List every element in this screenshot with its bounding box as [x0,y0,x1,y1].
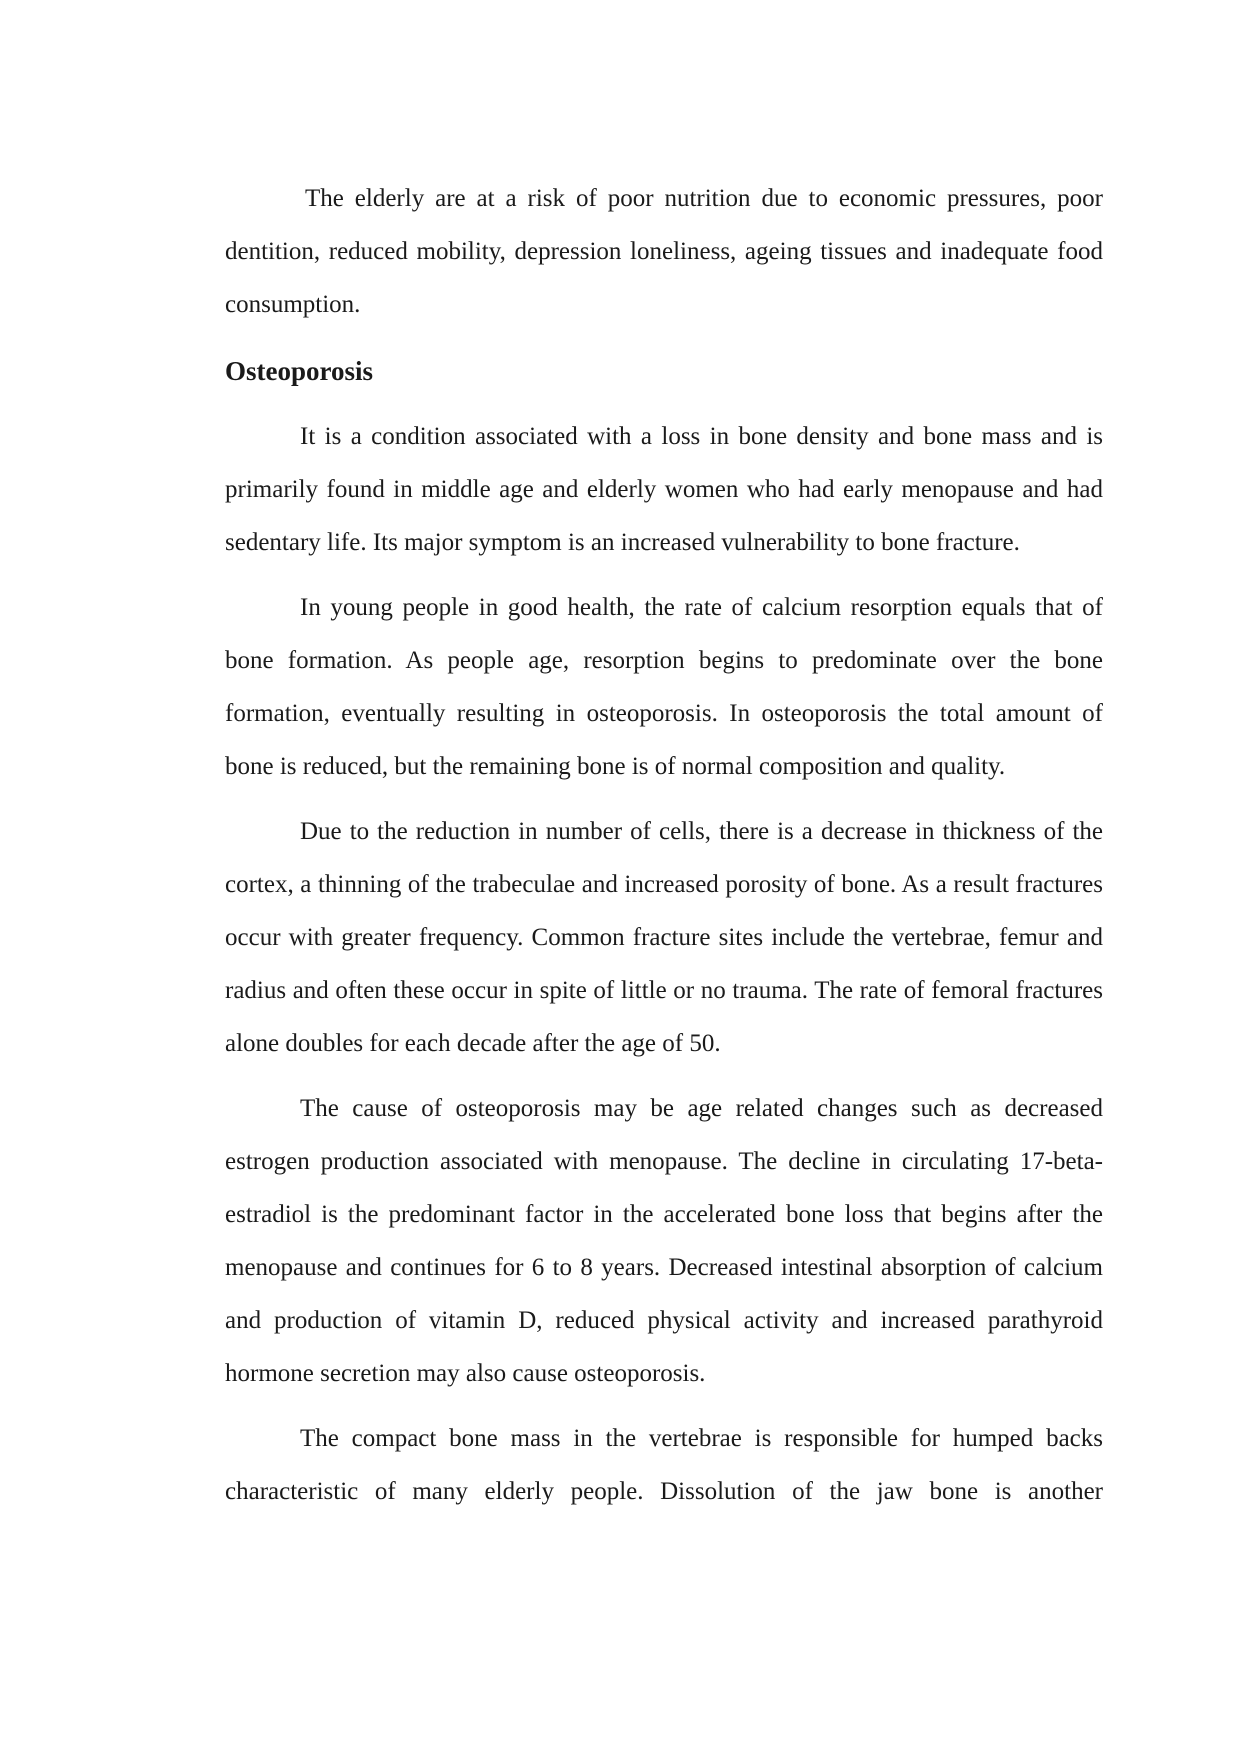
paragraph-5: The compact bone mass in the vertebrae is responsible for humped backs characteristic of many elderly people. Dissolution of the jaw bone is another [225,1425,1103,1505]
page-body [225,172,1103,1530]
intro-paragraph: The elderly are at a risk of poor nutrition due to economic pressures, poor dentition, reduced mobility, depression loneliness, ageing tissues and inadequate food consumption. [225,185,1103,318]
paragraph-4: The cause of osteoporosis may be age related changes such as decreased estrogen production associated with menopause. The decline in circulating 17-beta-estradiol is the predominant factor in the accelerated bone loss that begins after the menopause and continues for 6 to 8 years. Decreased intestinal absorption of calcium and production of vitamin D, reduced physical activity and increased parathyroid hormone secretion may also cause osteoporosis. [225,1095,1103,1387]
paragraph-2: In young people in good health, the rate of calcium resorption equals that of bone formation. As people age, resorption begins to predominate over the bone formation, eventually resulting in osteoporosis. In osteoporosis the total amount of bone is reduced, but the remaining bone is of normal composition and quality. [225,594,1103,780]
paragraph-1: It is a condition associated with a loss in bone density and bone mass and is primarily found in middle age and elderly women who had early menopause and had sedentary life. Its major symptom is an increased vulnerability to bone fracture. [225,423,1103,556]
section-heading: Osteoporosis [225,356,374,386]
paragraph-3: Due to the reduction in number of cells, there is a decrease in thickness of the cortex, a thinning of the trabeculae and increased porosity of bone. As a result fractures occur with greater frequency. Common fracture sites include the vertebrae, femur and radius and often these occur in spite of little or no trauma. The rate of femoral fractures alone doubles for each decade after the age of 50. [225,818,1103,1057]
